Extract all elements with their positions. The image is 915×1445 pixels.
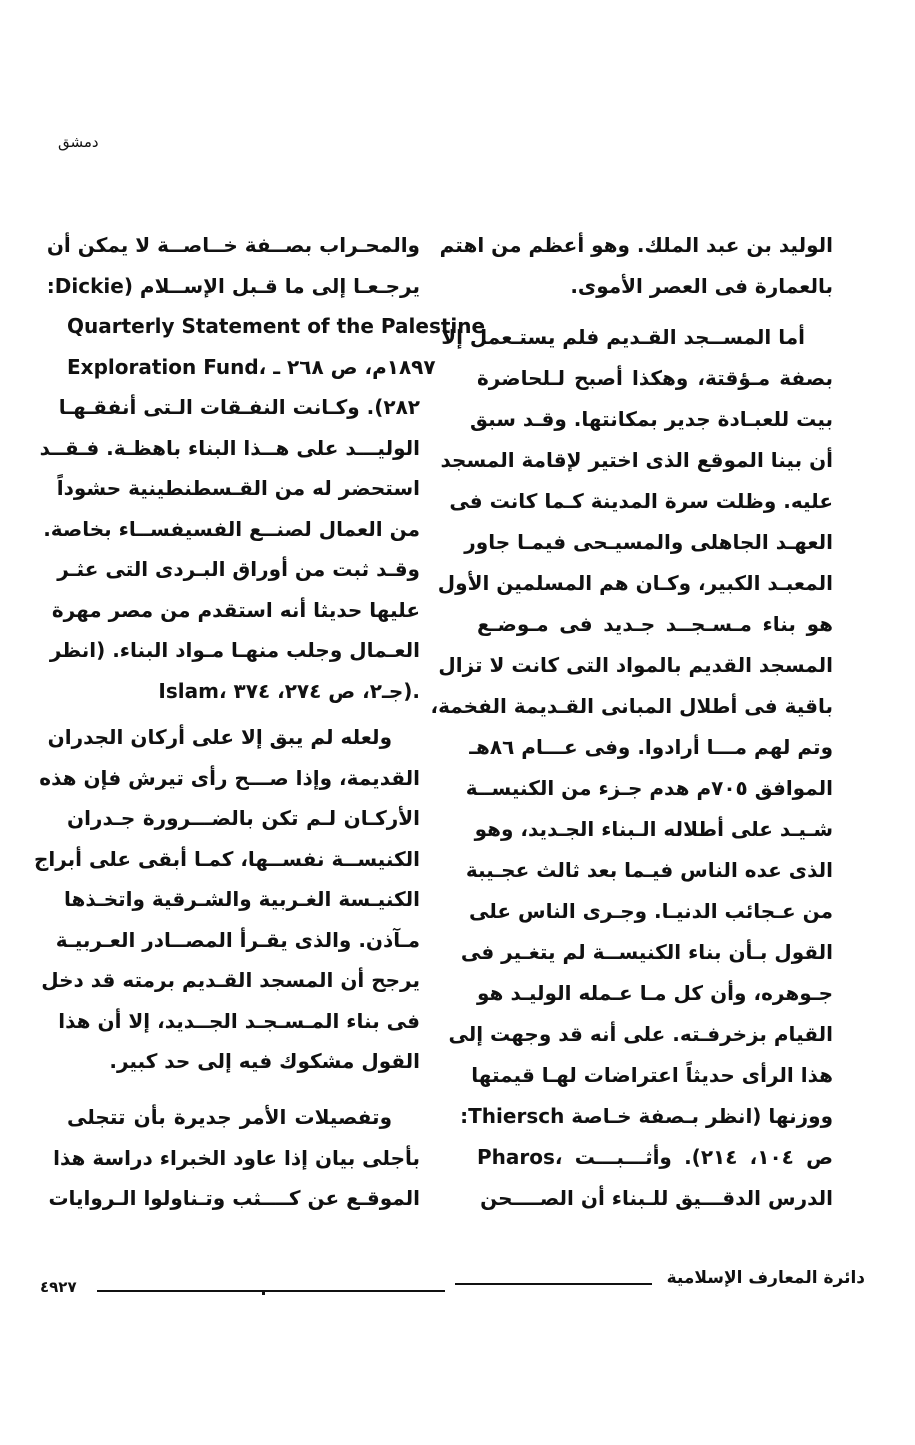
text-line: القيام بزخرفـته. على أنه قد وجهت إلى: [448, 1022, 833, 1046]
text-line: ولعله لم يبق إلا على أركان الجدران: [47, 725, 392, 749]
text-line: وقـد ثبت من أوراق البـردى التى عثـر: [57, 557, 420, 581]
footer-rule: [455, 1283, 652, 1285]
left-paragraph-3: [48, 1097, 420, 1219]
text-line: القديمة، وإذا صـــح رأى تيرش فإن هذه: [39, 765, 420, 790]
text-line: عليها حديثا أنه استقدم من مصر مهرة: [51, 597, 420, 622]
text-line: جـوهره، وأن كل مـا عـمله الوليـد هو: [477, 981, 833, 1005]
text-line: بيت للعبـادة جدير بمكانتها. وقـد سبق: [470, 407, 833, 431]
text-line: الموافق ٧٠٥م هدم جـزء من الكنيســة: [465, 776, 833, 800]
page-number: ٤٩٢٧: [40, 1278, 77, 1296]
text-line: المعبـد الكبير، وكـان هم المسلمين الأول: [437, 571, 833, 595]
text-line: الكنيـسة الغـربية والشـرقية واتخـذها: [63, 887, 420, 911]
text-line: Quarterly Statement of the Palestine: [67, 314, 486, 338]
footer-rule-tick: [262, 1290, 265, 1295]
text-line: القول مشكوك فيه إلى حد كبير.: [109, 1049, 420, 1073]
text-line: هو بناء مـسـجــد جـديد فى مـوضـع: [477, 612, 833, 636]
text-line: الوليـــد على هــذا البناء باهظـة. فـقــد: [39, 435, 420, 460]
text-line: وتم لهم مـــا أرادوا. وفى عـــام ٨٦هـ: [469, 735, 833, 759]
text-line: بصفة مـؤقتة، وهكذا أصبح لـلحاضرة: [477, 366, 833, 390]
left-paragraph-2: [33, 717, 420, 1082]
text-line: أن بينا الموقع الذى اختير لإقامة المسجد: [440, 448, 833, 472]
text-line: Exploration Fund، ١٨٩٧م، ص ٢٦٨ ـ: [67, 354, 436, 379]
text-line: القول بـأن بناء الكنيســة لم يتغـير فى: [460, 940, 833, 964]
text-line: والمحـراب بصــفة خــاصــة لا يمكن أن: [46, 233, 420, 257]
right-paragraph-1: [439, 225, 833, 307]
text-line: وتفصيلات الأمر جديرة بأن تتجلى: [67, 1105, 392, 1129]
text-line: ووزنها (انظر بـصفة خـاصة Thiersch:: [460, 1104, 833, 1128]
text-line: أما المســجد القـديم فلم يستـعمل إلا: [441, 325, 805, 349]
text-line: الوليد بن عبد الملك. وهو أعظم من اهتم: [439, 233, 833, 257]
text-line: بالعمارة فى العصر الأموى.: [570, 274, 833, 298]
text-line: العـمال وجلب منهـا مـواد البناء. (انظر: [49, 638, 420, 662]
text-line: هذا الرأى حديثاً اعتراضات لهـا قيمتها: [471, 1063, 833, 1087]
text-line: يرجح أن المسجد القـديم برمته قد دخل: [41, 968, 420, 992]
text-line: يرجـعـا إلى ما قـبل الإســلام (Dickie:: [46, 273, 420, 298]
text-line: الموقـع عن كــــثب وتـناولوا الـروايات: [48, 1186, 420, 1210]
text-line: من العمال لصنــع الفسيفســاء بخاصة.: [43, 516, 420, 541]
text-line: شـيـد على أطلاله الـبناء الجـديد، وهو: [474, 817, 833, 841]
text-line: Pharos، ص ١٠٤، ٢١٤). وأثـــبـــت: [477, 1145, 834, 1169]
text-line: مـآذن. والذى يقـرأ المصــادر العـربيـة: [55, 927, 420, 952]
text-line: الأركـان لـم تكن بالضـــرورة جـدران: [67, 806, 420, 830]
text-line: العهـد الجاهلى والمسيـحى فيمـا جاور: [464, 530, 833, 554]
running-header: دمشق: [58, 133, 99, 151]
text-line: استحضر له من القـسطنطينية حشوداً: [56, 476, 420, 500]
text-line: ٢٨٢). وكـانت النفـقات الـتى أنفقـهـا: [58, 395, 420, 419]
text-line: المسجد القديم بالمواد التى كانت لا تزال: [438, 653, 833, 677]
footer-rule: [97, 1290, 445, 1292]
text-line: الذى عده الناس فيـما بعد ثالث عجـيبة: [465, 858, 833, 882]
text-line: بأجلى بيان إذا عاود الخبراء دراسة هذا: [53, 1145, 420, 1170]
text-line: عليه. وظلت سرة المدينة كـما كانت فى: [449, 489, 833, 513]
text-line: فى بناء المـسـجـد الجــديد، إلا أن هذا: [58, 1008, 420, 1033]
text-line: Islam، جـ٢، ص ٢٧٤، ٣٧٤).: [158, 678, 420, 703]
text-line: الكنيســة نفســها، كمـا أبقى على أبراج: [33, 846, 420, 871]
text-line: باقية فى أطلال المبانى القـديمة الفخمة،: [430, 694, 833, 718]
left-paragraph-1: [39, 225, 486, 711]
right-paragraph-2: [430, 317, 834, 1219]
text-line: الدرس الدقـــيق للـبناء أن الصــــحن: [480, 1186, 833, 1210]
footer-publication-title: دائرة المعارف الإسلامية: [666, 1268, 865, 1288]
text-line: من عـجائب الدنيـا. وجـرى الناس على: [469, 899, 833, 923]
